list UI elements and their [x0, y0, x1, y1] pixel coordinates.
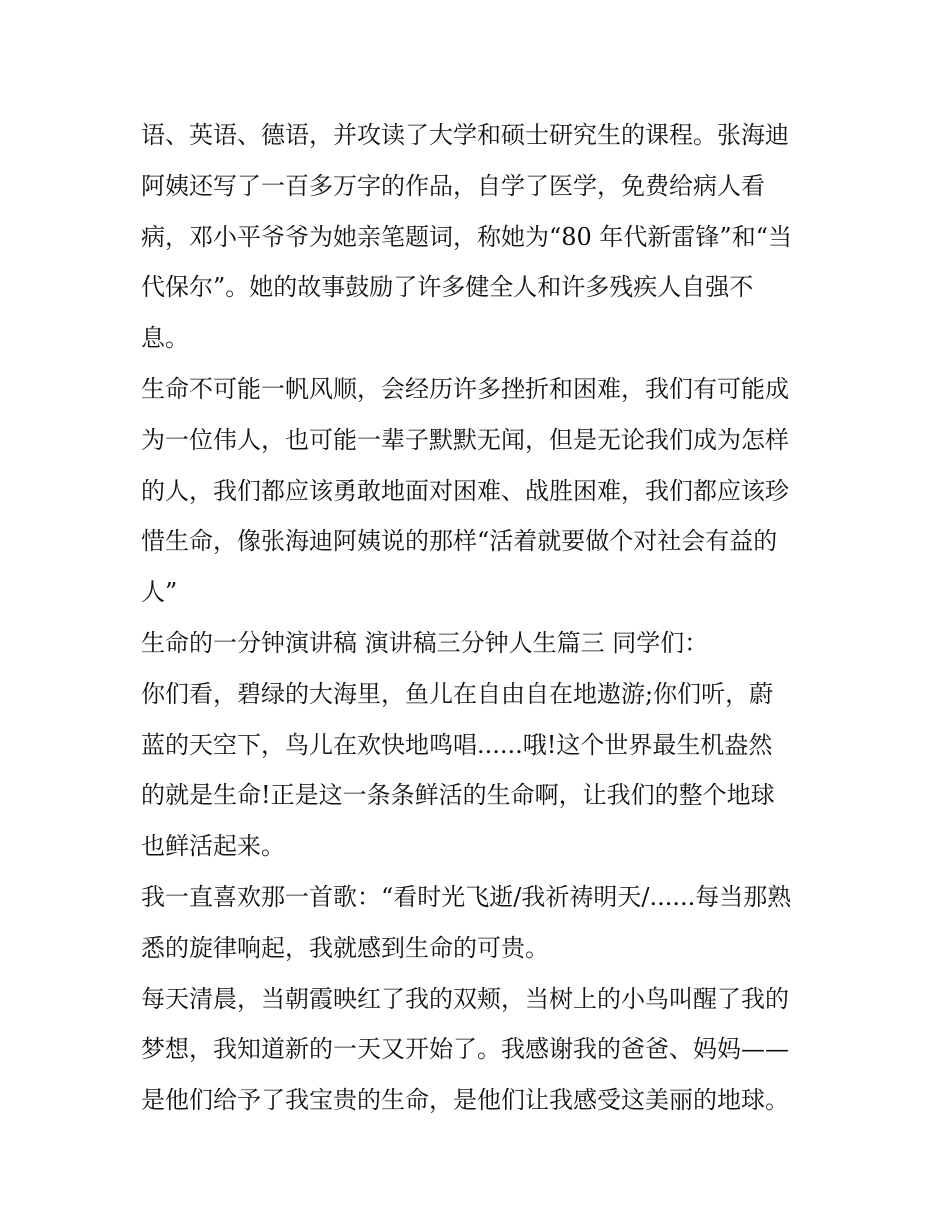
text-line: 惜生命，像张海迪阿姨说的那样“活着就要做个对社会有益的 — [141, 527, 778, 556]
text-line: 也鲜活起来。 — [141, 832, 285, 861]
text-line: 悉的旋律响起，我就感到生命的可贵。 — [141, 933, 549, 962]
text-line: 的人，我们都应该勇敢地面对困难、战胜困难，我们都应该珍 — [141, 476, 789, 505]
section-heading-line: 生命的一分钟演讲稿 演讲稿三分钟人生篇三 同学们： — [141, 628, 709, 657]
text-line: 你们看，碧绿的大海里，鱼儿在自由自在地遨游;你们听，蔚 — [141, 679, 774, 708]
text-line: 语、英语、德语，并攻读了大学和硕士研究生的课程。张海迪 — [141, 121, 789, 149]
text-line: 病，邓小平爷爷为她亲笔题词，称她为“80 年代新雷锋”和“当 — [141, 222, 792, 251]
text-line: 梦想，我知道新的一天又开始了。我感谢我的爸爸、妈妈—— — [141, 1035, 789, 1064]
text-line: 人” — [141, 578, 178, 607]
text-line: 蓝的天空下，鸟儿在欢快地鸣唱......哦!这个世界最生机盎然 — [141, 730, 773, 759]
text-line: 阿姨还写了一百多万字的作品，自学了医学，免费给病人看 — [141, 171, 765, 200]
text-line: 我一直喜欢那一首歌：“看时光飞逝/我祈祷明天/......每当那熟 — [141, 882, 792, 911]
text-line: 代保尔”。她的故事鼓励了许多健全人和许多残疾人自强不 — [141, 273, 754, 302]
text-line: 生命不可能一帆风顺，会经历许多挫折和困难，我们有可能成 — [141, 374, 789, 403]
text-line: 为一位伟人，也可能一辈子默默无闻，但是无论我们成为怎样 — [141, 425, 789, 454]
text-line: 每天清晨，当朝霞映红了我的双颊，当树上的小鸟叫醒了我的 — [141, 984, 789, 1013]
text-line: 是他们给予了我宝贵的生命，是他们让我感受这美丽的地球。 — [141, 1086, 789, 1115]
text-line: 的就是生命!正是这一条条鲜活的生命啊，让我们的整个地球 — [141, 781, 775, 810]
document-body — [141, 110, 821, 1126]
text-line: 息。 — [141, 324, 189, 353]
